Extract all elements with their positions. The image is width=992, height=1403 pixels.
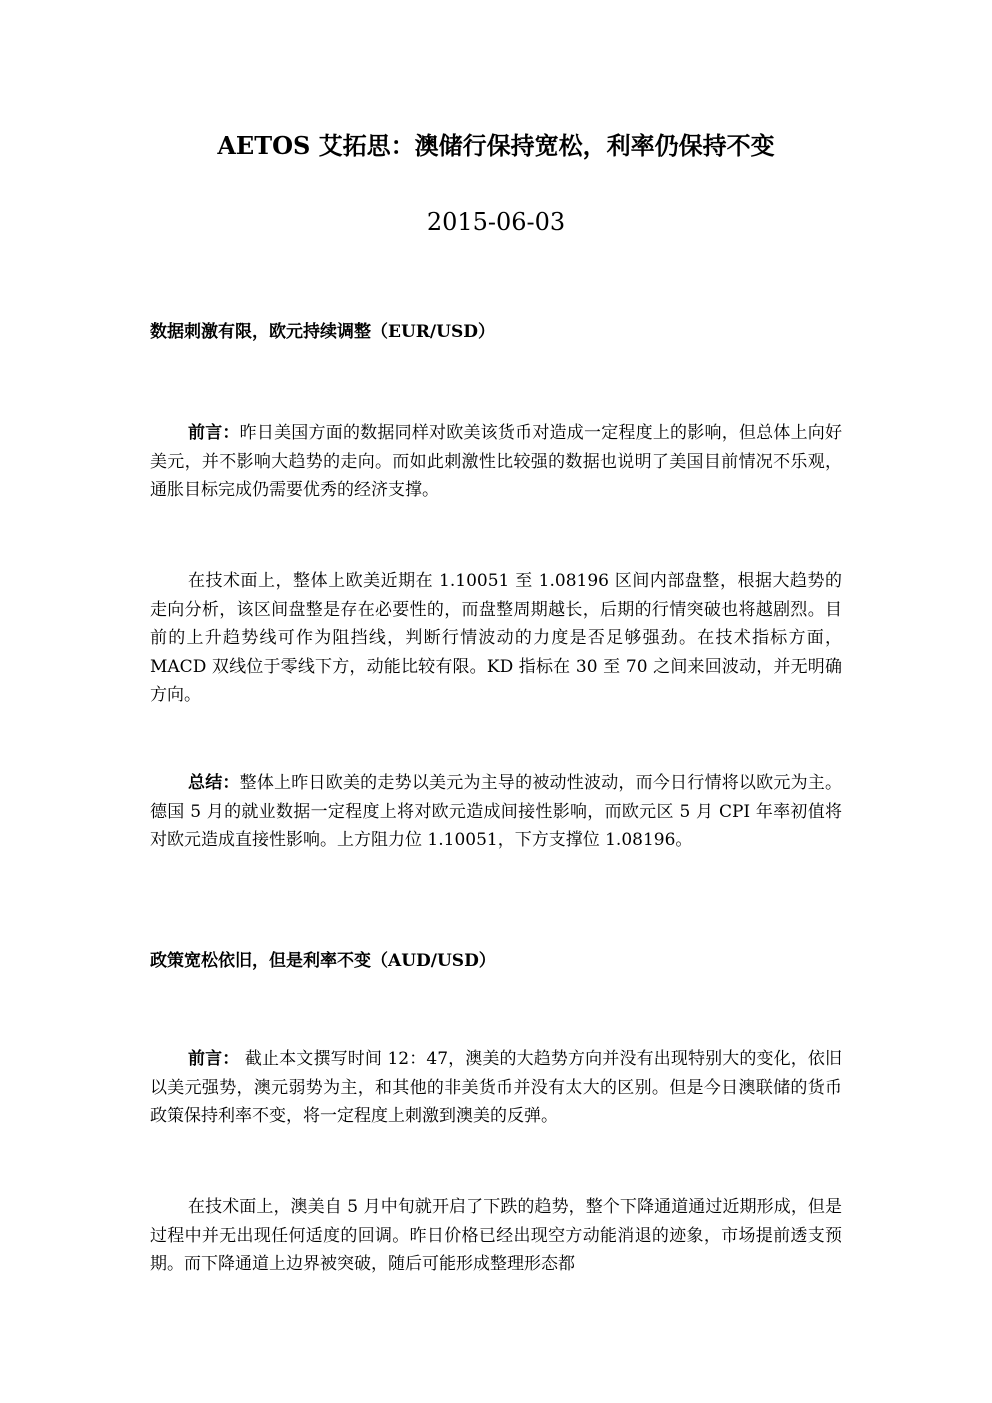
document-date: 2015-06-03 — [426, 208, 566, 236]
document-title: AETOS 艾拓思：澳储行保持宽松，利率仍保持不变 — [217, 131, 775, 160]
paragraph-text: 在技术面上，整体上欧美近期在 1.10051 至 1.08196 区间内部盘整，根据大趋势的走向分析，该区间盘整是存在必要性的，而盘整周期越长，后期的行情突破也将越剧烈。目前的上升趋势线可作为阻挡线，判断行情波动的力度是否足够强劲。在技术指标方面，MACD 双线位于零线下方，动能比较有限。KD 指标在 30 至 70 之间来回波动，并无明确方向。 — [150, 571, 842, 705]
section-heading-audusd: 政策宽松依旧，但是利率不变（AUD/USD） — [150, 951, 496, 971]
section-heading-eurusd: 数据刺激有限，欧元持续调整（EUR/USD） — [150, 322, 495, 342]
paragraph-audusd-technical — [150, 1193, 842, 1279]
paragraph-text: 整体上昨日欧美的走势以美元为主导的被动性波动，而今日行情将以欧元为主。德国 5 月的就业数据一定程度上将对欧元造成间接性影响，而欧元区 5 月 CPI 年率初值将对欧元造成直接性影响。上方阻力位 1.10051，下方支撑位 1.08196。 — [150, 773, 843, 850]
paragraph-eurusd-summary — [150, 769, 842, 855]
paragraph-lead-label: 总结： — [188, 773, 240, 793]
paragraph-eurusd-intro — [150, 419, 842, 505]
paragraph-eurusd-technical — [150, 567, 842, 710]
paragraph-text: 截止本文撰写时间 12：47，澳美的大趋势方向并没有出现特别大的变化，依旧以美元强势，澳元弱势为主，和其他的非美货币并没有太大的区别。但是今日澳联储的货币政策保持利率不变，将一定程度上刺激到澳美的反弹。 — [150, 1049, 842, 1126]
paragraph-text: 在技术面上，澳美自 5 月中旬就开启了下跌的趋势，整个下降通道通过近期形成，但是过程中并无出现任何适度的回调。昨日价格已经出现空方动能消退的迹象，市场提前透支预期。而下降通道上边界被突破，随后可能形成整理形态都 — [150, 1197, 842, 1274]
paragraph-lead-label: 前言： — [188, 1049, 240, 1069]
paragraph-lead-label: 前言： — [188, 423, 240, 443]
paragraph-text: 昨日美国方面的数据同样对欧美该货币对造成一定程度上的影响，但总体上向好美元，并不影响大趋势的走向。而如此刺激性比较强的数据也说明了美国目前情况不乐观，通胀目标完成仍需要优秀的经济支撑。 — [150, 423, 843, 500]
paragraph-audusd-intro — [150, 1045, 842, 1131]
